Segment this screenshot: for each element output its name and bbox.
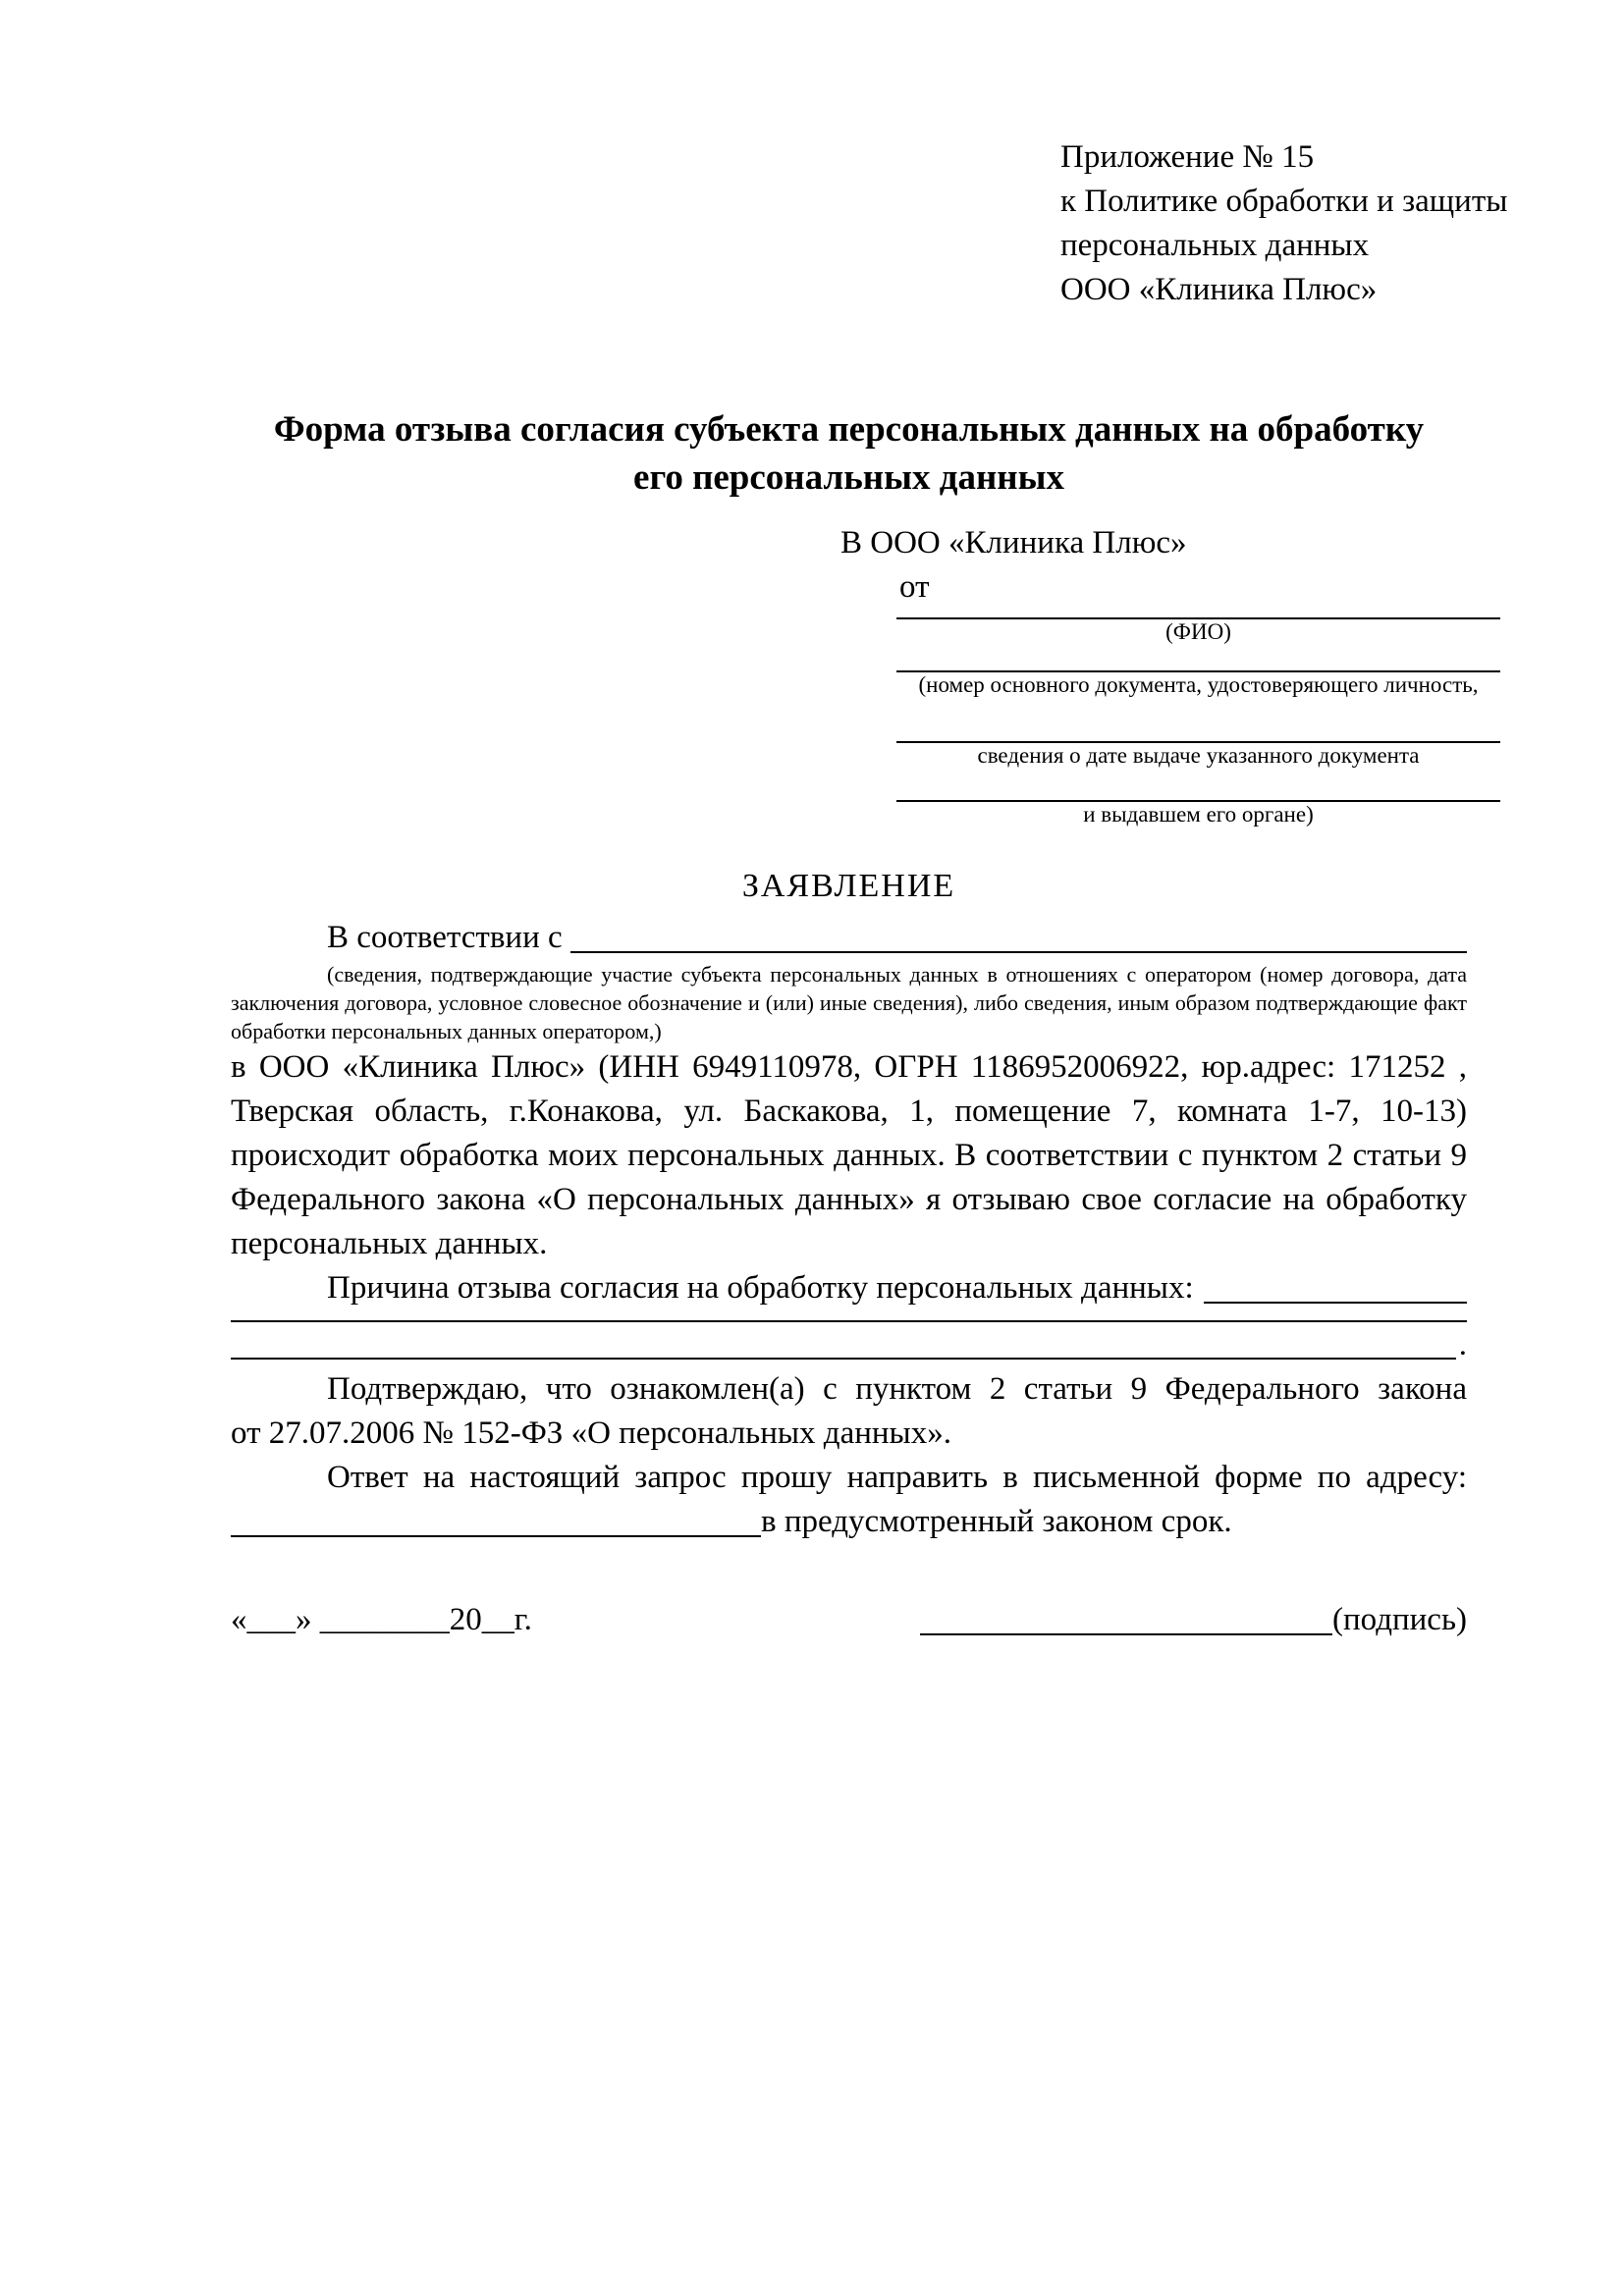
issue-date-field-label: сведения о дате выдаче указанного документа [977,743,1420,768]
appendix-header [1060,135,1508,312]
reason-row [231,1266,1467,1310]
reason-blank-fill-line [231,1358,1456,1360]
fio-fill-line [896,610,1500,619]
reason-fill-line [1204,1302,1467,1304]
body-line: происходит обработка моих персональных данных. В соответствии с пунктом 2 статьи 9 [231,1138,1467,1173]
reply-suffix: в предусмотренный законом срок. [761,1504,1232,1539]
issuing-authority-field-label: и выдавшем его органе) [1083,802,1314,827]
date-line: «___» ________20__г. [231,1602,532,1637]
fio-field-label: (ФИО) [1165,619,1231,644]
signature-fill-line [920,1633,1332,1635]
fio-field [896,610,1500,645]
reply-address-row [231,1500,1467,1544]
signature-row [231,1598,1467,1642]
appendix-header-line: персональных данных [1060,228,1370,263]
body-line: персональных данных. [231,1226,548,1261]
issuing-authority-field [896,769,1500,828]
document-title-line: Форма отзыва согласия субъекта персональных данных на обработку [273,409,1425,450]
appendix-header-line: ООО «Клиника Плюс» [1060,272,1378,307]
document-number-field-label: (номер основного документа, удостоверяющего личность, [918,672,1479,697]
signature-group [920,1598,1467,1642]
body-paragraph [231,1045,1467,1266]
reply-line: Ответ на настоящий запрос прошу направить в письменной форме по адресу: [327,1460,1467,1495]
body-line: в ООО «Клиника Плюс» (ИНН 6949110978, ОГРН 1186952006922, юр.адрес: 171252 , [231,1049,1467,1085]
reply-paragraph [231,1456,1467,1544]
addressee-from: от [899,569,930,605]
body-line: Тверская область, г.Конакова, ул. Баскакова, 1, помещение 7, комната 1-7, 10-13) [231,1094,1467,1129]
reason-terminator: . [1458,1327,1467,1362]
basis-prefix: В соответствии с [327,920,563,955]
reason-blank-line-2 [231,1322,1467,1360]
confirm-line: Подтверждаю, что ознакомлен(а) с пунктом 2 статьи 9 Федерального закона [327,1371,1467,1407]
reason-blank-line-1 [231,1310,1467,1322]
footnote [231,960,1467,1045]
basis-fill-line [570,951,1467,953]
address-fill-line [231,1535,761,1537]
confirm-line: от 27.07.2006 № 152-ФЗ «О персональных данных». [231,1415,951,1451]
body-line: Федерального закона «О персональных данных» я отзываю свое согласие на обработку [231,1182,1467,1217]
signature-label: (подпись) [1332,1602,1467,1637]
confirm-paragraph [231,1367,1467,1456]
appendix-header-line: Приложение № 15 [1060,139,1315,175]
issuing-authority-fill-line [896,769,1500,802]
addressee-to: В ООО «Клиника Плюс» [840,525,1187,561]
document-content [231,135,1508,1642]
issue-date-fill-line [896,698,1500,743]
document-title-line: его персональных данных [633,457,1064,498]
statement-heading: ЗАЯВЛЕНИЕ [741,868,956,904]
reason-prefix: Причина отзыва согласия на обработку персональных данных: [327,1270,1194,1306]
document-number-field [896,645,1500,698]
addressee-block [840,521,1500,828]
basis-row [231,916,1467,960]
document-number-fill-line [896,645,1500,672]
document-title [231,405,1467,502]
footnote-line: заключения договора, условное словесное обозначение и (или) иные сведения), либо сведения, иным образом подтверждающие факт [231,990,1467,1015]
footnote-line: обработки персональных данных оператором,) [231,1019,662,1043]
appendix-header-line: к Политике обработки и защиты [1060,184,1508,219]
footnote-line: (сведения, подтверждающие участие субъекта персональных данных в отношениях с оператором (номер договора, дата [327,962,1467,987]
issue-date-field [896,698,1500,769]
